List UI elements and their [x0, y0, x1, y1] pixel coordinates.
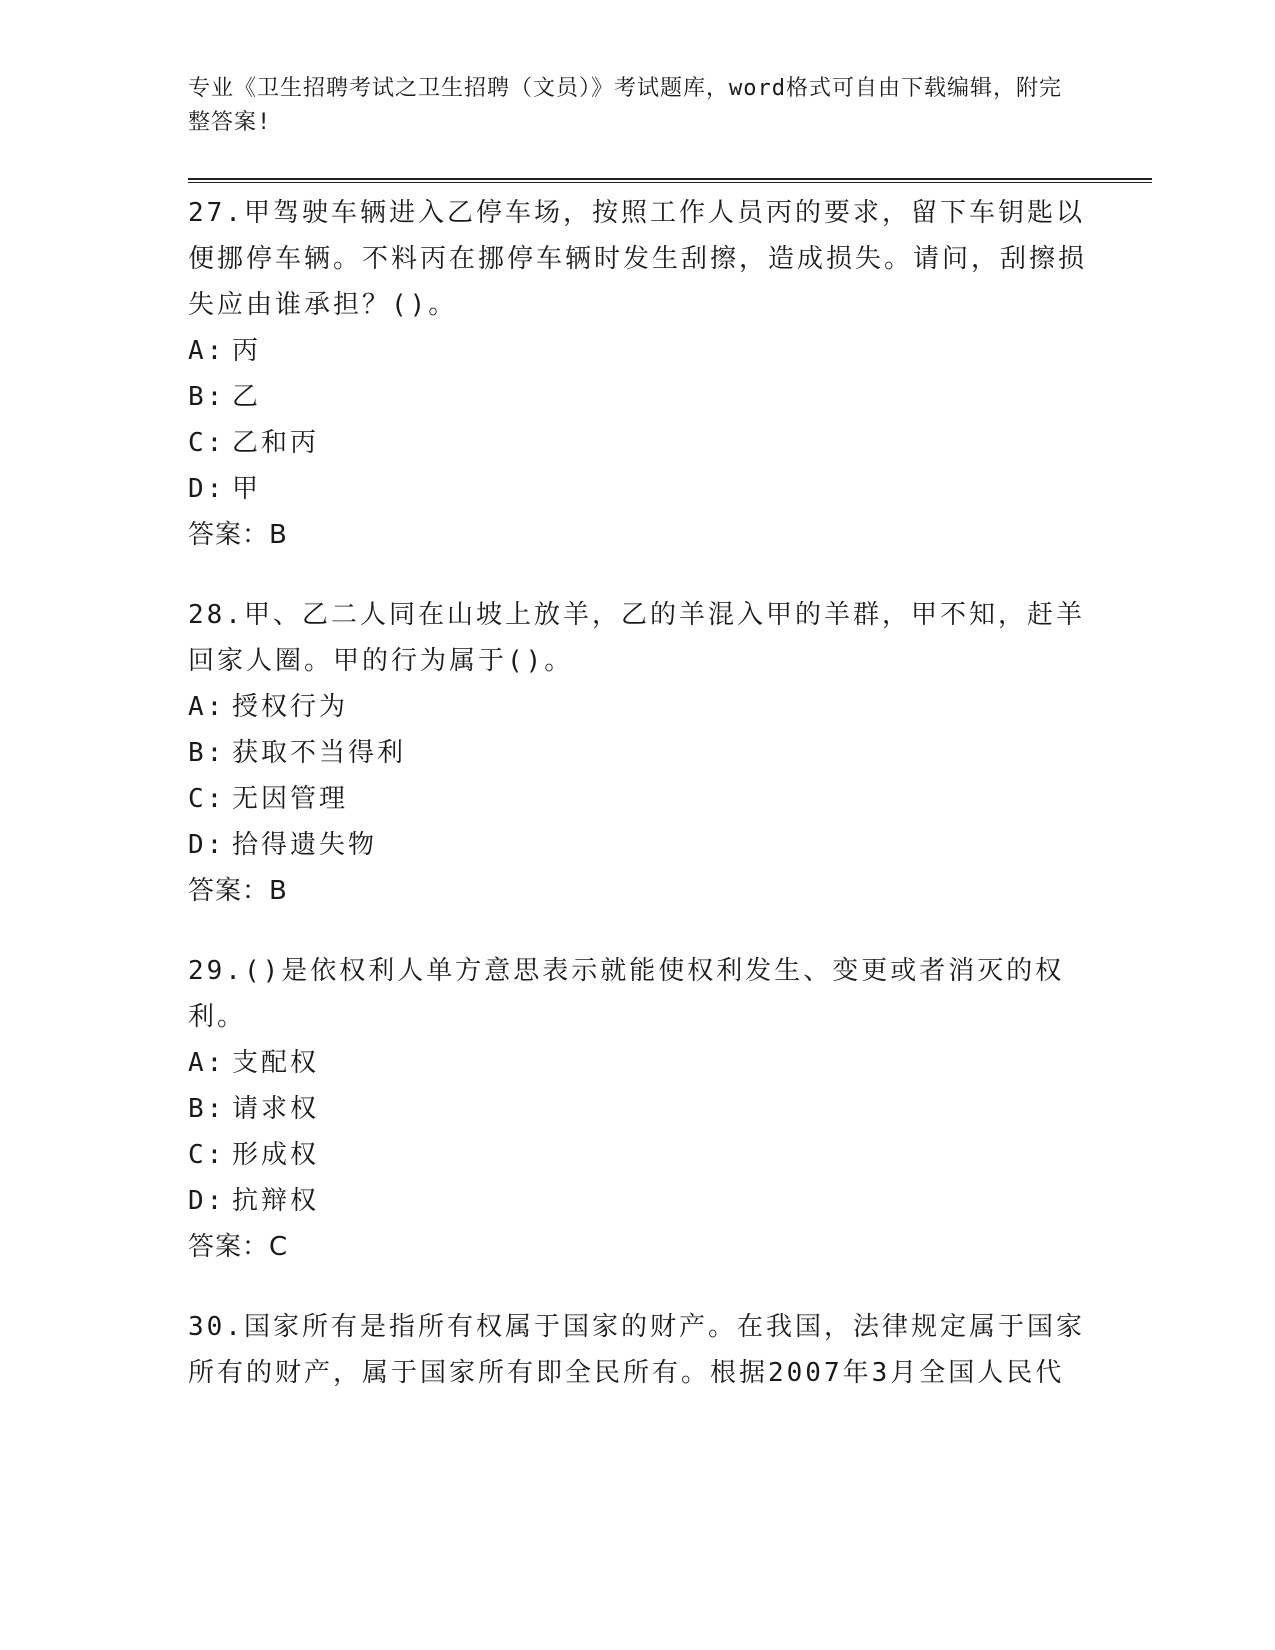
- option-c: [188, 776, 1088, 822]
- option-text: 请求权: [232, 1094, 320, 1124]
- option-text: 拾得遗失物: [232, 830, 378, 860]
- option-b: [188, 730, 1088, 776]
- option-key: A:: [188, 1048, 226, 1078]
- option-text: 支配权: [232, 1048, 320, 1078]
- option-text: 乙: [232, 382, 262, 412]
- option-text: 丙: [232, 336, 262, 366]
- answer-line: 答案：B: [188, 520, 288, 550]
- option-text: 甲: [232, 474, 262, 504]
- question-list: [188, 190, 1088, 1430]
- option-a: [188, 684, 1088, 730]
- option-c: [188, 1132, 1088, 1178]
- answer-line: 答案：C: [188, 1232, 289, 1262]
- option-b: [188, 1086, 1088, 1132]
- option-text: 形成权: [232, 1140, 320, 1170]
- option-key: A:: [188, 692, 226, 722]
- question-text: 27.甲驾驶车辆进入乙停车场，按照工作人员丙的要求，留下车钥匙以便挪停车辆。不料丙在挪停车辆时发生刮擦，造成损失。请问，刮擦损失应由谁承担？()。: [188, 198, 1088, 320]
- option-key: B:: [188, 738, 226, 768]
- header-divider: [188, 178, 1152, 183]
- option-text: 获取不当得利: [232, 738, 407, 768]
- option-key: C:: [188, 1140, 226, 1170]
- question-27: [188, 190, 1088, 558]
- option-a: [188, 328, 1088, 374]
- option-text: 无因管理: [232, 784, 349, 814]
- option-key: D:: [188, 1186, 226, 1216]
- question-text: 30.国家所有是指所有权属于国家的财产。在我国，法律规定属于国家所有的财产，属于国家所有即全民所有。根据2007年3月全国人民代: [188, 1312, 1085, 1388]
- option-d: [188, 822, 1088, 868]
- option-d: [188, 466, 1088, 512]
- question-28: [188, 592, 1088, 914]
- option-key: D:: [188, 830, 226, 860]
- option-text: 授权行为: [232, 692, 349, 722]
- question-29: [188, 948, 1088, 1270]
- document-header: 专业《卫生招聘考试之卫生招聘（文员）》考试题库，word格式可自由下载编辑，附完整答案!: [188, 76, 1062, 135]
- option-b: [188, 374, 1088, 420]
- option-a: [188, 1040, 1088, 1086]
- answer-line: 答案：B: [188, 876, 288, 906]
- option-key: B:: [188, 1094, 226, 1124]
- option-key: C:: [188, 428, 226, 458]
- option-d: [188, 1178, 1088, 1224]
- option-key: B:: [188, 382, 226, 412]
- option-key: A:: [188, 336, 226, 366]
- option-key: D:: [188, 474, 226, 504]
- question-text: 28.甲、乙二人同在山坡上放羊，乙的羊混入甲的羊群，甲不知，赶羊回家人圈。甲的行为属于()。: [188, 600, 1085, 676]
- option-key: C:: [188, 784, 226, 814]
- option-text: 乙和丙: [232, 428, 320, 458]
- question-text: 29.()是依权利人单方意思表示就能使权利发生、变更或者消灭的权利。: [188, 956, 1065, 1032]
- question-30: [188, 1304, 1088, 1396]
- option-c: [188, 420, 1088, 466]
- option-text: 抗辩权: [232, 1186, 320, 1216]
